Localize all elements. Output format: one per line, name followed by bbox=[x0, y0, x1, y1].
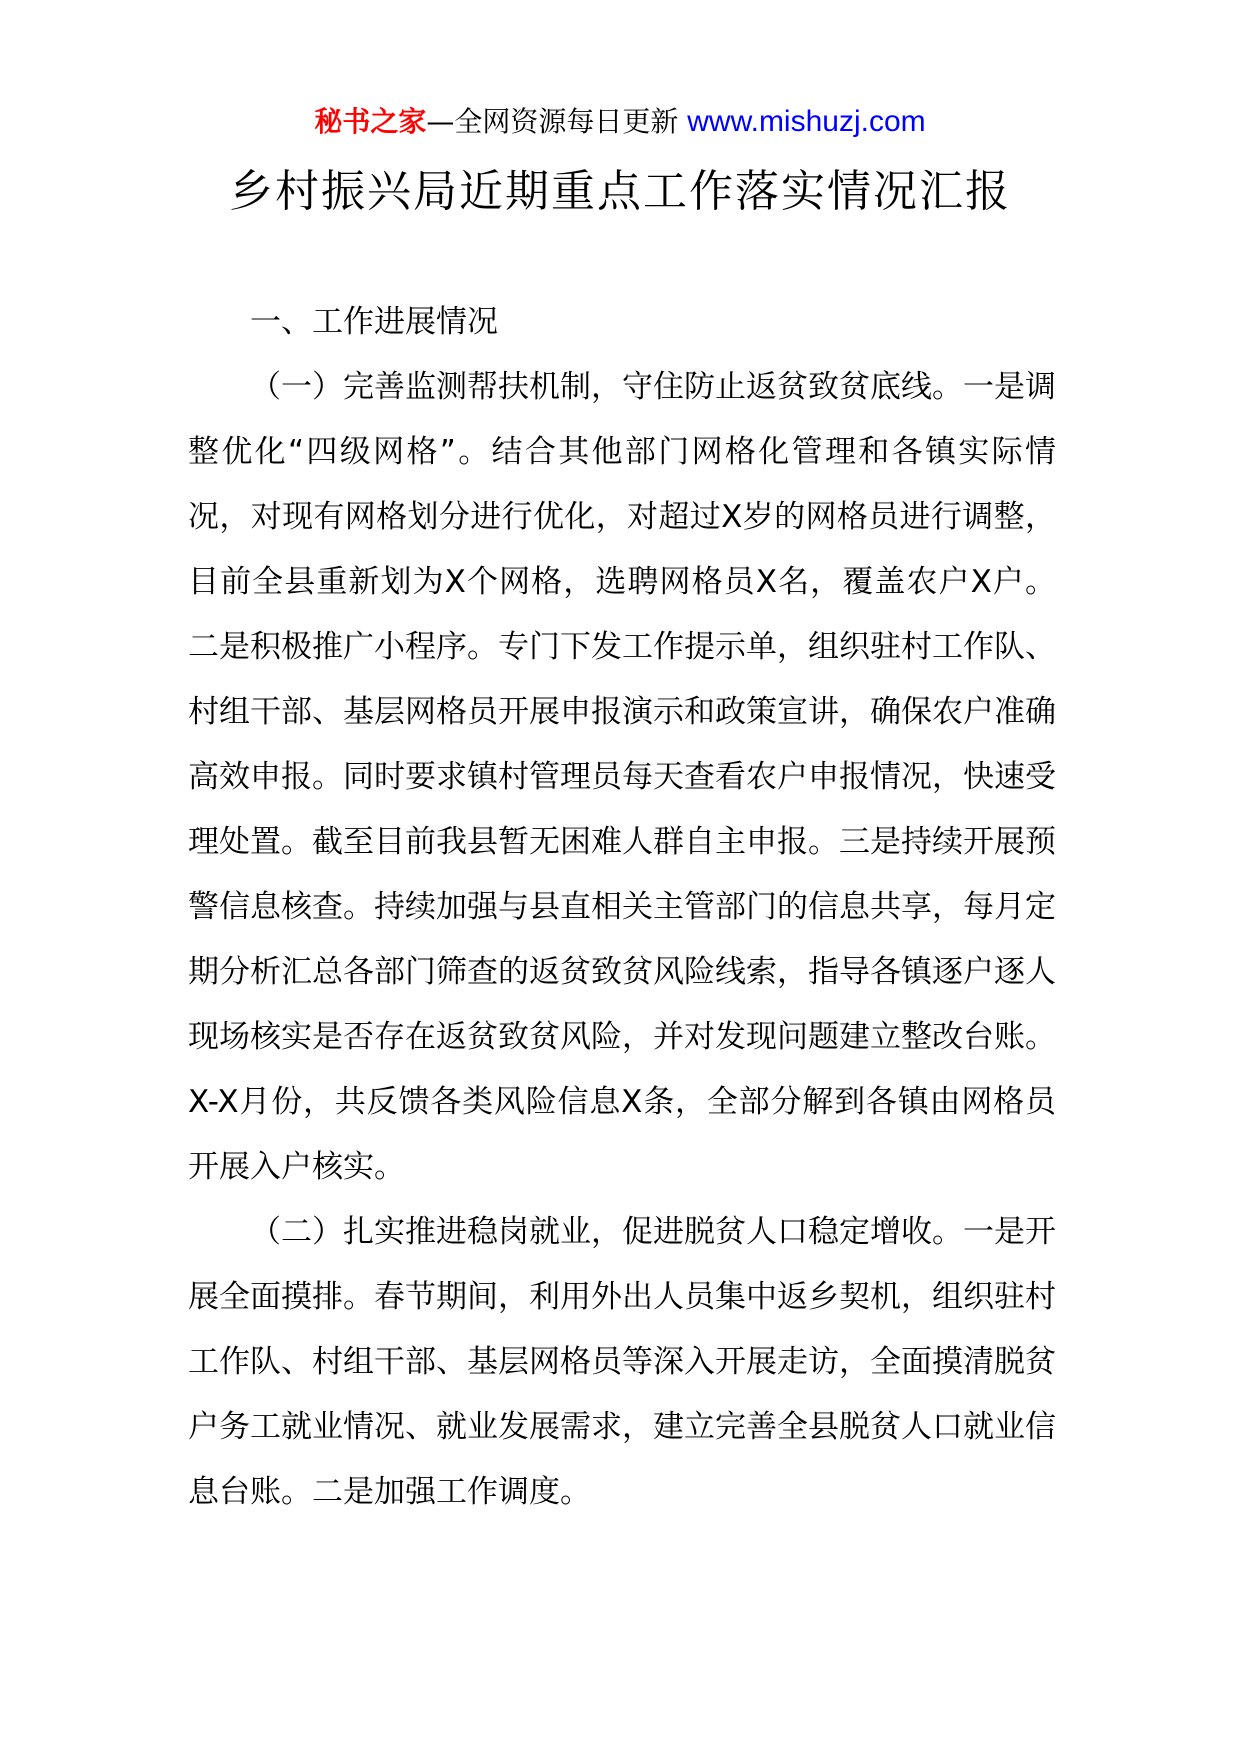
paragraph-2: （二）扎实推进稳岗就业，促进脱贫人口稳定增收。一是开展全面摸排。春节期间，利用外出人员集中返乡契机，组织驻村工作队、村组干部、基层网格员等深入开展走访，全面摸清脱贫户务工就业情况、就业发展需求，建立完善全县脱贫人口就业信息台账。二是加强工作调度。 bbox=[188, 1214, 1056, 1510]
section-heading-1: 一、工作进展情况 bbox=[250, 304, 498, 340]
paragraph-1: （一）完善监测帮扶机制，守住防止返贫致贫底线。一是调整优化“四级网格”。结合其他部门网格化管理和各镇实际情况，对现有网格划分进行优化，对超过X岁的网格员进行调整，目前全县重新划为X个网格，选聘网格员X名，覆盖农户X户。二是积极推广小程序。专门下发工作提示单，组织驻村工作队、村组干部、基层网格员开展申报演示和政策宣讲，确保农户准确高效申报。同时要求镇村管理员每天查看农户申报情况，快速受理处置。截至目前我县暂无困难人群自主申报。三是持续开展预警信息核查。持续加强与县直相关主管部门的信息共享，每月定期分析汇总各部门筛查的返贫致贫风险线索，指导各镇逐户逐人现场核实是否存在返贫致贫风险，并对发现问题建立整改台账。X-X月份，共反馈各类风险信息X条，全部分解到各镇由网格员开展入户核实。 bbox=[188, 369, 1056, 1185]
watermark-header bbox=[0, 102, 1240, 142]
document-body bbox=[188, 290, 1056, 1525]
document-title: 乡村振兴局近期重点工作落实情况汇报 bbox=[229, 166, 1011, 217]
site-url-link[interactable]: www.mishuzj.com bbox=[687, 105, 926, 138]
brand-name: 秘书之家 bbox=[314, 105, 427, 138]
header-tagline: —全网资源每日更新 bbox=[426, 105, 688, 138]
